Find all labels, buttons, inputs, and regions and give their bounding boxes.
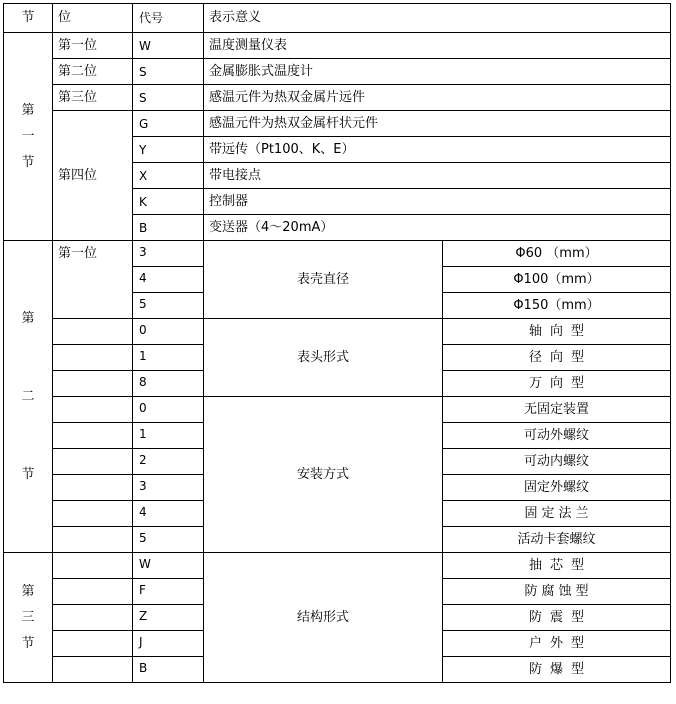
code-cell: 4 xyxy=(133,501,204,527)
code-cell: 4 xyxy=(133,267,204,293)
value-cell: Φ150（mm） xyxy=(443,293,671,319)
code-cell: S xyxy=(133,59,204,85)
category-cell: 安装方式 xyxy=(204,397,443,553)
meaning-cell: 带远传（Pt100、K、E） xyxy=(204,137,671,163)
meaning-cell: 温度测量仪表 xyxy=(204,33,671,59)
meaning-cell: 感温元件为热双金属片远件 xyxy=(204,85,671,111)
section2-char: 节 xyxy=(21,466,35,482)
empty-pos-cell xyxy=(53,631,133,657)
empty-pos-cell xyxy=(53,345,133,371)
empty-pos-cell xyxy=(53,657,133,683)
table-row xyxy=(4,553,671,579)
value-cell: 径向型 xyxy=(443,345,671,371)
table-row xyxy=(4,241,671,267)
value-cell: 防腐蚀型 xyxy=(443,579,671,605)
code-cell: 3 xyxy=(133,475,204,501)
value-cell: 固定法兰 xyxy=(443,501,671,527)
category-cell: 表壳直径 xyxy=(204,241,443,319)
spec-table xyxy=(3,3,671,683)
code-cell: Y xyxy=(133,137,204,163)
code-cell: S xyxy=(133,85,204,111)
value-cell: 防爆型 xyxy=(443,657,671,683)
pos-cell: 第一位 xyxy=(53,241,133,319)
pos-cell: 第一位 xyxy=(53,33,133,59)
code-cell: W xyxy=(133,553,204,579)
code-cell: 0 xyxy=(133,319,204,345)
section1-label xyxy=(4,33,53,241)
value-cell: 防震型 xyxy=(443,605,671,631)
value-cell: Φ60 （mm） xyxy=(443,241,671,267)
code-cell: W xyxy=(133,33,204,59)
meaning-cell: 感温元件为热双金属杆状元件 xyxy=(204,111,671,137)
meaning-cell: 带电接点 xyxy=(204,163,671,189)
code-cell: G xyxy=(133,111,204,137)
value-cell: 活动卡套螺纹 xyxy=(443,527,671,553)
section1-char: 第 xyxy=(21,102,35,118)
header-jie: 节 xyxy=(4,4,53,33)
empty-pos-cell xyxy=(53,319,133,345)
empty-pos-cell xyxy=(53,423,133,449)
value-cell: 固定外螺纹 xyxy=(443,475,671,501)
table-row xyxy=(4,33,671,59)
code-cell: 5 xyxy=(133,527,204,553)
category-cell: 表头形式 xyxy=(204,319,443,397)
table-row xyxy=(4,59,671,85)
section1-char: 节 xyxy=(21,154,35,170)
empty-pos-cell xyxy=(53,449,133,475)
section3-char: 三 xyxy=(21,609,35,625)
meaning-cell: 变送器（4～20mA） xyxy=(204,215,671,241)
pos-cell: 第三位 xyxy=(53,85,133,111)
empty-pos-cell xyxy=(53,605,133,631)
header-wei: 位 xyxy=(53,4,133,33)
code-cell: F xyxy=(133,579,204,605)
code-cell: 8 xyxy=(133,371,204,397)
value-cell: 可动内螺纹 xyxy=(443,449,671,475)
section3-char: 第 xyxy=(21,583,35,599)
code-cell: 2 xyxy=(133,449,204,475)
code-cell: 0 xyxy=(133,397,204,423)
value-cell: 可动外螺纹 xyxy=(443,423,671,449)
pos-cell: 第四位 xyxy=(53,111,133,241)
section2-label xyxy=(4,241,53,553)
empty-pos-cell xyxy=(53,553,133,579)
value-cell: 户外型 xyxy=(443,631,671,657)
empty-pos-cell xyxy=(53,371,133,397)
code-cell: 3 xyxy=(133,241,204,267)
pos-cell: 第二位 xyxy=(53,59,133,85)
code-cell: 1 xyxy=(133,345,204,371)
empty-pos-cell xyxy=(53,579,133,605)
empty-pos-cell xyxy=(53,501,133,527)
code-cell: 5 xyxy=(133,293,204,319)
empty-pos-cell xyxy=(53,475,133,501)
value-cell: 轴向型 xyxy=(443,319,671,345)
header-row xyxy=(4,4,671,33)
section2-char: 第 xyxy=(21,310,35,326)
code-cell: B xyxy=(133,657,204,683)
code-cell: 1 xyxy=(133,423,204,449)
value-cell: 万向型 xyxy=(443,371,671,397)
meaning-cell: 控制器 xyxy=(204,189,671,215)
code-cell: X xyxy=(133,163,204,189)
code-cell: K xyxy=(133,189,204,215)
table-row xyxy=(4,397,671,423)
code-cell: B xyxy=(133,215,204,241)
section3-char: 节 xyxy=(21,635,35,651)
empty-pos-cell xyxy=(53,397,133,423)
table-row xyxy=(4,111,671,137)
category-cell: 结构形式 xyxy=(204,553,443,683)
code-cell: Z xyxy=(133,605,204,631)
header-yiyi: 表示意义 xyxy=(204,4,671,33)
table-row xyxy=(4,319,671,345)
section3-label xyxy=(4,553,53,683)
value-cell: 抽芯型 xyxy=(443,553,671,579)
section1-char: 一 xyxy=(21,128,35,144)
section2-char: 二 xyxy=(21,388,35,404)
value-cell: 无固定装置 xyxy=(443,397,671,423)
header-daihao: 代号 xyxy=(133,4,204,33)
table-row xyxy=(4,85,671,111)
meaning-cell: 金属膨胀式温度计 xyxy=(204,59,671,85)
empty-pos-cell xyxy=(53,527,133,553)
code-cell: J xyxy=(133,631,204,657)
value-cell: Φ100（mm） xyxy=(443,267,671,293)
